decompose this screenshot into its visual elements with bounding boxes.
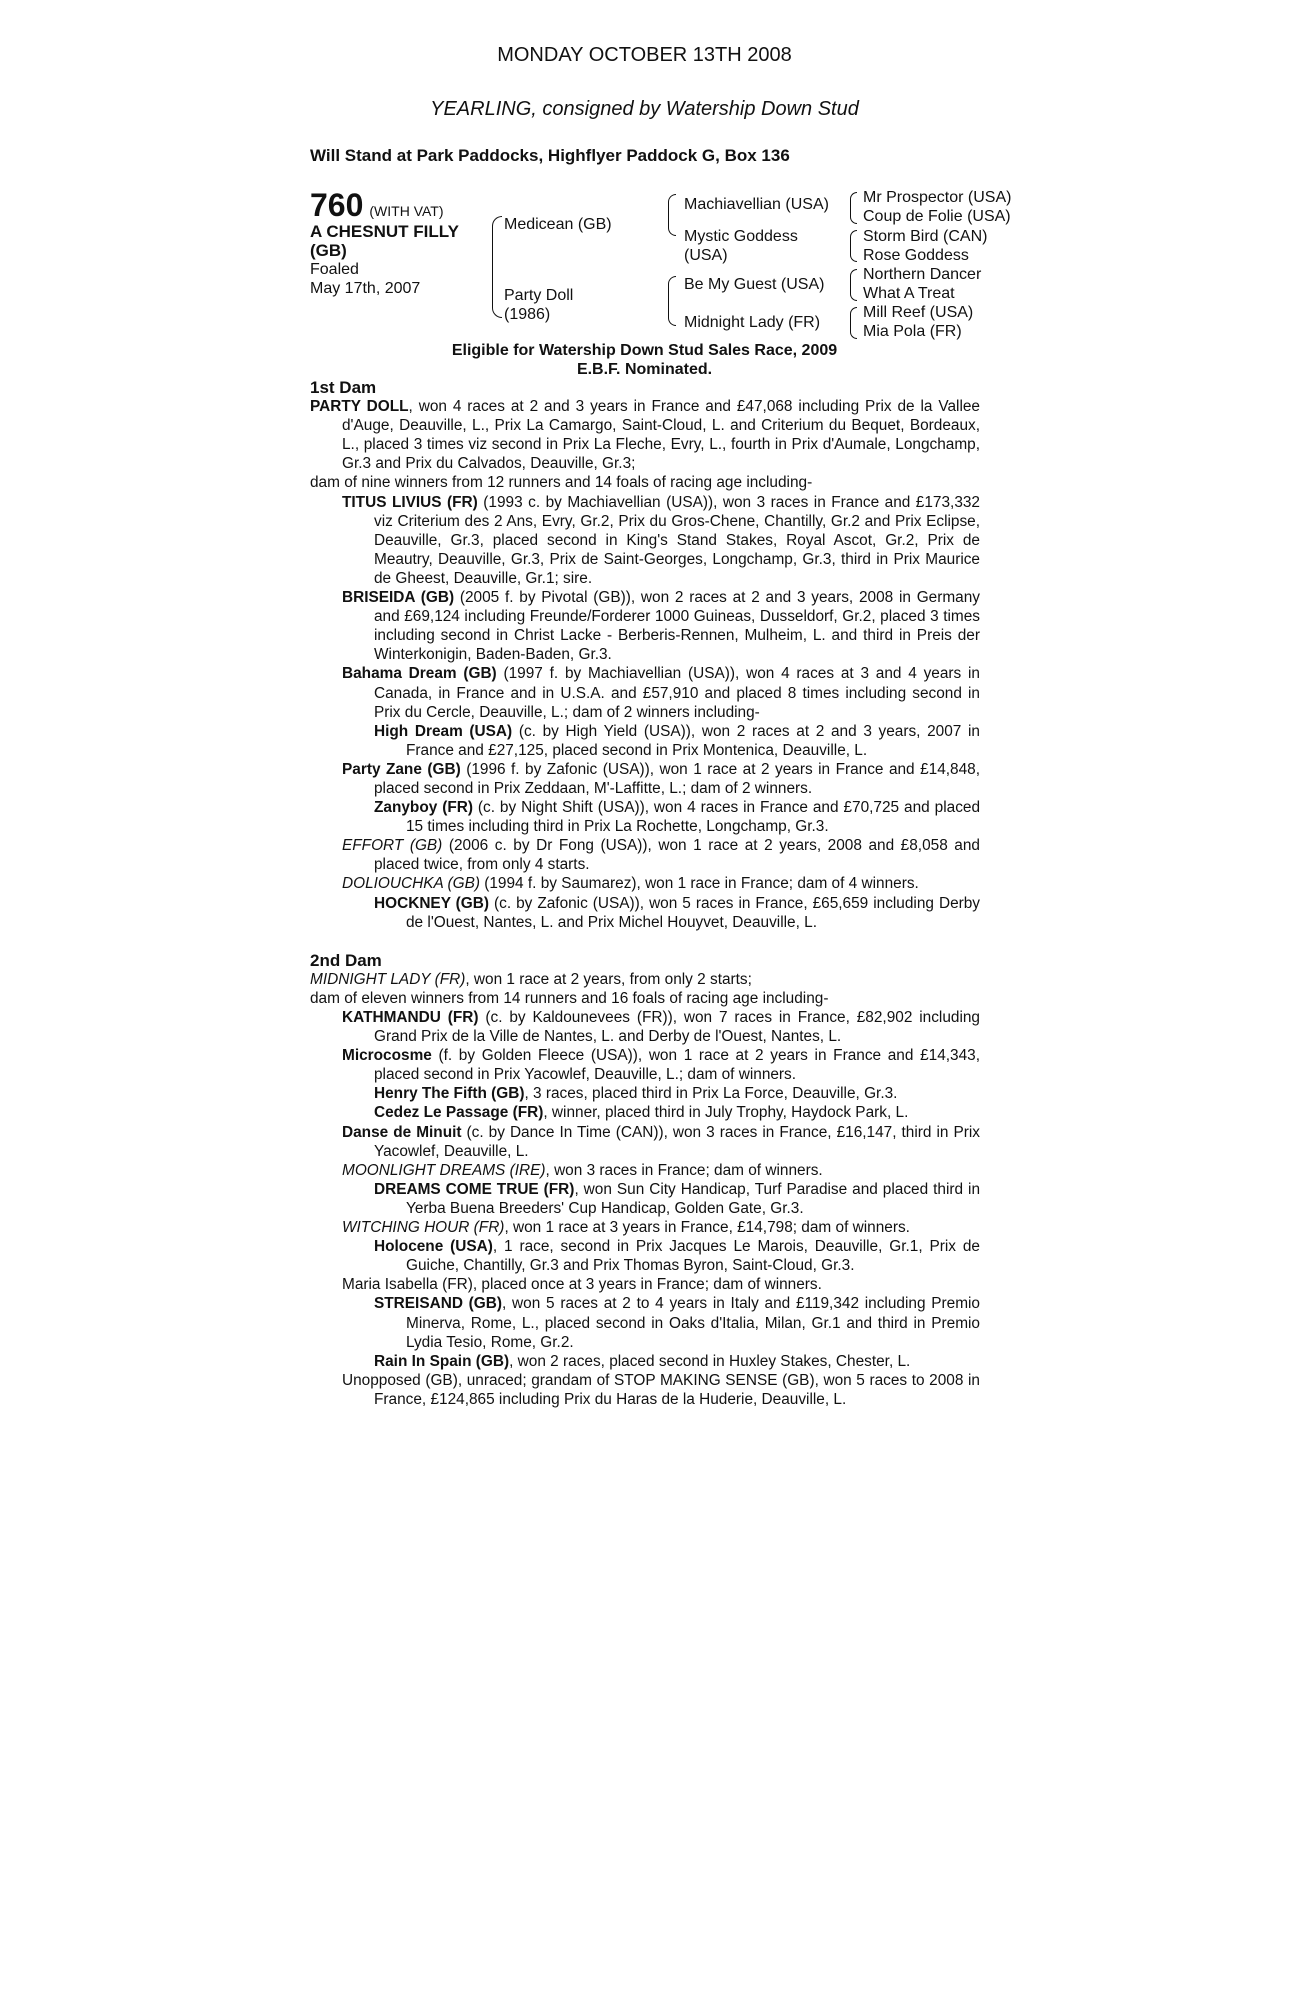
entry-horse-name: Maria Isabella (FR) — [342, 1276, 473, 1294]
pedigree-sire-dam — [684, 227, 798, 265]
pedigree-gg-6: What A Treat — [863, 285, 955, 302]
entry-record: , 1 race, second in Prix Jacques Le Marois, Deauville, Gr.1, Prix de Guiche, Chantilly, Gr.3 and Prix Thomas Byron, Saint-Cloud, Gr.3. — [406, 1238, 980, 1275]
pedigree-entry — [310, 1371, 980, 1409]
entry-horse-name: Henry The Fifth (GB) — [374, 1085, 525, 1103]
foaled-label: Foaled — [310, 261, 359, 278]
entry-record: (1997 f. by Machiavellian (USA)), won 4 races at 3 and 4 years in Canada, in France and in U.S.A. and £57,910 and placed 8 times including second in Prix du Cercle, Deauville, L.; dam of 2 winners including- — [374, 665, 980, 721]
entry-record: , won 3 races in France; dam of winners. — [545, 1161, 823, 1179]
entry-horse-name: BRISEIDA (GB) — [342, 589, 455, 607]
pedigree-gg-8: Mia Pola (FR) — [863, 323, 962, 340]
pedigree-entry — [310, 493, 980, 588]
pedigree-entry — [310, 1084, 980, 1103]
foaled-date: May 17th, 2007 — [310, 280, 421, 297]
entry-horse-name: MOONLIGHT DREAMS (IRE) — [342, 1161, 546, 1179]
second-dam-heading: 2nd Dam — [310, 950, 382, 970]
entry-horse-name: KATHMANDU (FR) — [342, 1009, 479, 1026]
entry-horse-name: High Dream (USA) — [374, 722, 513, 740]
first-dam-section — [310, 378, 980, 1409]
sire-dam-brace — [492, 216, 502, 318]
pedigree-entry — [310, 473, 980, 492]
entry-record: dam of nine winners from 12 runners and 14 foals of racing age including- — [310, 474, 813, 492]
pedigree-sire-dam-origin: (USA) — [684, 247, 728, 264]
entry-horse-name: STREISAND (GB) — [374, 1295, 503, 1313]
entry-horse-name: Rain In Spain (GB) — [374, 1352, 510, 1370]
pedigree-sire: Medicean (GB) — [504, 216, 612, 233]
horse-name: A CHESNUT FILLY — [310, 222, 459, 241]
pedigree-gg-4: Rose Goddess — [863, 247, 969, 264]
pedigree-entry — [310, 1237, 980, 1275]
entry-record: , won Sun City Handicap, Turf Paradise and placed third in Yerba Buena Breeders' Cup Handicap, Golden Gate, Gr.3. — [406, 1180, 981, 1217]
pedigree-gg-5: Northern Dancer — [863, 266, 982, 283]
lot-number: 760 — [310, 187, 364, 223]
entry-horse-name: Cedez Le Passage (FR) — [374, 1104, 544, 1122]
pedigree-entry — [310, 1180, 980, 1218]
pedigree-entry — [310, 664, 980, 721]
sale-date: MONDAY OCTOBER 13TH 2008 — [497, 44, 792, 66]
pedigree-table — [310, 188, 1040, 343]
entry-horse-name: Danse de Minuit — [342, 1123, 462, 1141]
pedigree-dam — [504, 286, 573, 324]
pedigree-entry — [310, 1275, 980, 1294]
entry-record: , won 2 races, placed second in Huxley Stakes, Chester, L. — [509, 1352, 911, 1370]
pedigree-entry — [310, 588, 980, 664]
pedigree-entry — [310, 760, 980, 798]
pedigree-gg-3: Storm Bird (CAN) — [863, 228, 988, 245]
entry-horse-name: DREAMS COME TRUE (FR) — [374, 1180, 575, 1198]
pedigree-entry — [310, 874, 980, 893]
entry-record: (2006 c. by Dr Fong (USA)), won 1 race at 2 years, 2008 and £8,058 and placed twice, from only 4 starts. — [374, 837, 980, 874]
entry-record: (1994 f. by Saumarez), won 1 race in France; dam of 4 winners. — [479, 875, 919, 893]
entry-horse-name: Unopposed (GB) — [342, 1371, 458, 1389]
entry-horse-name: PARTY DOLL — [310, 398, 409, 416]
entry-horse-name: WITCHING HOUR (FR) — [342, 1219, 505, 1237]
entry-record: , winner, placed third in July Trophy, Haydock Park, L. — [543, 1104, 909, 1122]
pedigree-entry — [310, 798, 980, 836]
g-brace-4 — [850, 307, 857, 339]
pedigree-entry — [310, 1046, 980, 1084]
dam-line-brace — [668, 276, 676, 326]
entry-record: (c. by Dance In Time (CAN)), won 3 races in France, £16,147, third in Prix Yacowlef, Deauville, L. — [374, 1123, 980, 1160]
entry-record: (f. by Golden Fleece (USA)), won 1 race at 2 years in France and £14,343, placed second in Prix Yacowlef, Deauville, L.; dam of winners. — [374, 1047, 980, 1084]
entry-record: (c. by Zafonic (USA)), won 5 races in France, £65,659 including Derby de l'Ouest, Nantes, L. and Prix Michel Houyvet, Deauville, L. — [406, 894, 981, 931]
first-dam-heading: 1st Dam — [310, 378, 377, 397]
pedigree-dam-dam: Midnight Lady (FR) — [684, 314, 821, 331]
second-dam-entries — [310, 970, 980, 1409]
entry-record: , unraced; grandam of STOP MAKING SENSE (GB), won 5 races to 2008 in France, £124,865 including Prix du Haras de la Huderie, Deauville, L. — [374, 1371, 980, 1408]
horse-origin: (GB) — [310, 241, 347, 260]
entry-horse-name: EFFORT (GB) — [342, 837, 443, 855]
pedigree-dam-sire: Be My Guest (USA) — [684, 276, 825, 293]
lot-info — [310, 188, 480, 298]
eligibility-notes — [0, 341, 1289, 379]
entry-horse-name: DOLIOUCHKA (GB) — [342, 875, 480, 893]
pedigree-entry — [310, 1352, 980, 1371]
pedigree-gg-2: Coup de Folie (USA) — [863, 208, 1011, 225]
ebf-nomination: E.B.F. Nominated. — [576, 361, 713, 378]
entry-record: dam of eleven winners from 14 runners and 16 foals of racing age including- — [310, 989, 829, 1007]
pedigree-entry — [310, 1008, 980, 1046]
sire-line-brace — [668, 194, 676, 236]
entry-record: (1996 f. by Zafonic (USA)), won 1 race at 2 years in France and £14,848, placed second in Prix Zeddaan, M'-Laffitte, L.; dam of 2 winners. — [374, 760, 981, 797]
pedigree-entry — [310, 722, 980, 760]
pedigree-entry — [310, 989, 980, 1008]
entry-record: , won 1 race at 3 years in France, £14,798; dam of winners. — [504, 1219, 910, 1237]
pedigree-gg-1: Mr Prospector (USA) — [863, 189, 1012, 206]
entry-record: (1993 c. by Machiavellian (USA)), won 3 races in France and £173,332 viz Criterium des 2 Ans, Evry, Gr.2, Prix du Gros-Chene, Chantilly, Gr.2 and Prix Eclipse, Deauville, Gr.3, placed second in King's Stand Stakes, Royal Ascot, Gr.2, Prix de Meautry, Deauville, Gr.3, Prix de Saint-Georges, Longchamp, Gr.3, third in Prix Maurice de Gheest, Deauville, Gr.1; sire. — [374, 493, 980, 587]
consignment-subtitle: YEARLING, consigned by Watership Down Stud — [430, 98, 859, 120]
g-brace-2 — [850, 230, 857, 262]
g-brace-1 — [850, 192, 857, 224]
entry-record: (c. by Night Shift (USA)), won 4 races in France and £70,725 and placed 15 times including third in Prix La Rochette, Longchamp, Gr.3. — [406, 799, 981, 836]
entry-record: , 3 races, placed third in Prix La Force, Deauville, Gr.3. — [524, 1085, 898, 1103]
entry-horse-name: MIDNIGHT LADY (FR) — [310, 970, 466, 988]
entry-record: , won 5 races at 2 to 4 years in Italy and £119,342 including Premio Minerva, Rome, L., placed second in Oaks d'Italia, Milan, Gr.1 and third in Premio Lydia Tesio, Rome, Gr.2. — [406, 1295, 980, 1351]
entry-record: , won 1 race at 2 years, from only 2 starts; — [465, 970, 752, 988]
pedigree-entry — [310, 1218, 980, 1237]
entry-horse-name: Zanyboy (FR) — [374, 799, 473, 817]
pedigree-sire-sire: Machiavellian (USA) — [684, 196, 829, 213]
vat-note: (WITH VAT) — [369, 203, 444, 219]
pedigree-entry — [310, 1294, 980, 1351]
pedigree-sire-dam-name: Mystic Goddess — [684, 228, 798, 245]
entry-record: , won 4 races at 2 and 3 years in France and £47,068 including Prix de la Vallee d'Auge, Deauville, L., Prix La Camargo, Saint-Cloud, L. and Criterium du Bequet, Bordeaux, L., placed 3 times viz second in Prix La Fleche, Evry, L., fourth in Prix d'Aumale, Longchamp, Gr.3 and Prix du Calvados, Deauville, Gr.3; — [342, 398, 980, 473]
entry-record: (2005 f. by Pivotal (GB)), won 2 races at 2 and 3 years, 2008 in Germany and £69,124 including Freunde/Forderer 1000 Guineas, Dusseldorf, Gr.2, placed 3 times including second in Christ Lacke - Berberis-Rennen, Mulheim, L. and third in Preis der Winterkonigin, Baden-Baden, Gr.3. — [374, 589, 980, 664]
pedigree-entry — [310, 397, 980, 473]
entry-horse-name: Bahama Dream (GB) — [342, 665, 497, 683]
pedigree-dam-year: (1986) — [504, 306, 551, 323]
pedigree-entry — [310, 1161, 980, 1180]
pedigree-entry — [310, 836, 980, 874]
entry-horse-name: Holocene (USA) — [374, 1238, 493, 1256]
pedigree-gg-7: Mill Reef (USA) — [863, 304, 974, 321]
entry-horse-name: HOCKNEY (GB) — [374, 894, 490, 912]
first-dam-entries — [310, 397, 980, 932]
entry-horse-name: TITUS LIVIUS (FR) — [342, 493, 478, 511]
pedigree-entry — [310, 1123, 980, 1161]
stand-location: Will Stand at Park Paddocks, Highflyer Paddock G, Box 136 — [310, 146, 790, 165]
pedigree-entry — [310, 1103, 980, 1122]
g-brace-3 — [850, 269, 857, 301]
pedigree-entry — [310, 894, 980, 932]
entry-record: (c. by High Yield (USA)), won 2 races at 2 and 3 years, 2007 in France and £27,125, placed second in Prix Montenica, Deauville, L. — [406, 722, 980, 759]
entry-record: (c. by Kaldounevees (FR)), won 7 races in France, £82,902 including Grand Prix de la Ville de Nantes, L. and Derby de l'Ouest, Nantes, L. — [374, 1009, 980, 1046]
entry-horse-name: Microcosme — [342, 1047, 432, 1065]
pedigree-dam-name: Party Doll — [504, 287, 574, 304]
eligibility-race: Eligible for Watership Down Stud Sales Race, 2009 — [451, 342, 838, 359]
pedigree-entry — [310, 970, 980, 989]
entry-horse-name: Party Zane (GB) — [342, 760, 461, 778]
entry-record: , placed once at 3 years in France; dam of winners. — [472, 1276, 822, 1294]
